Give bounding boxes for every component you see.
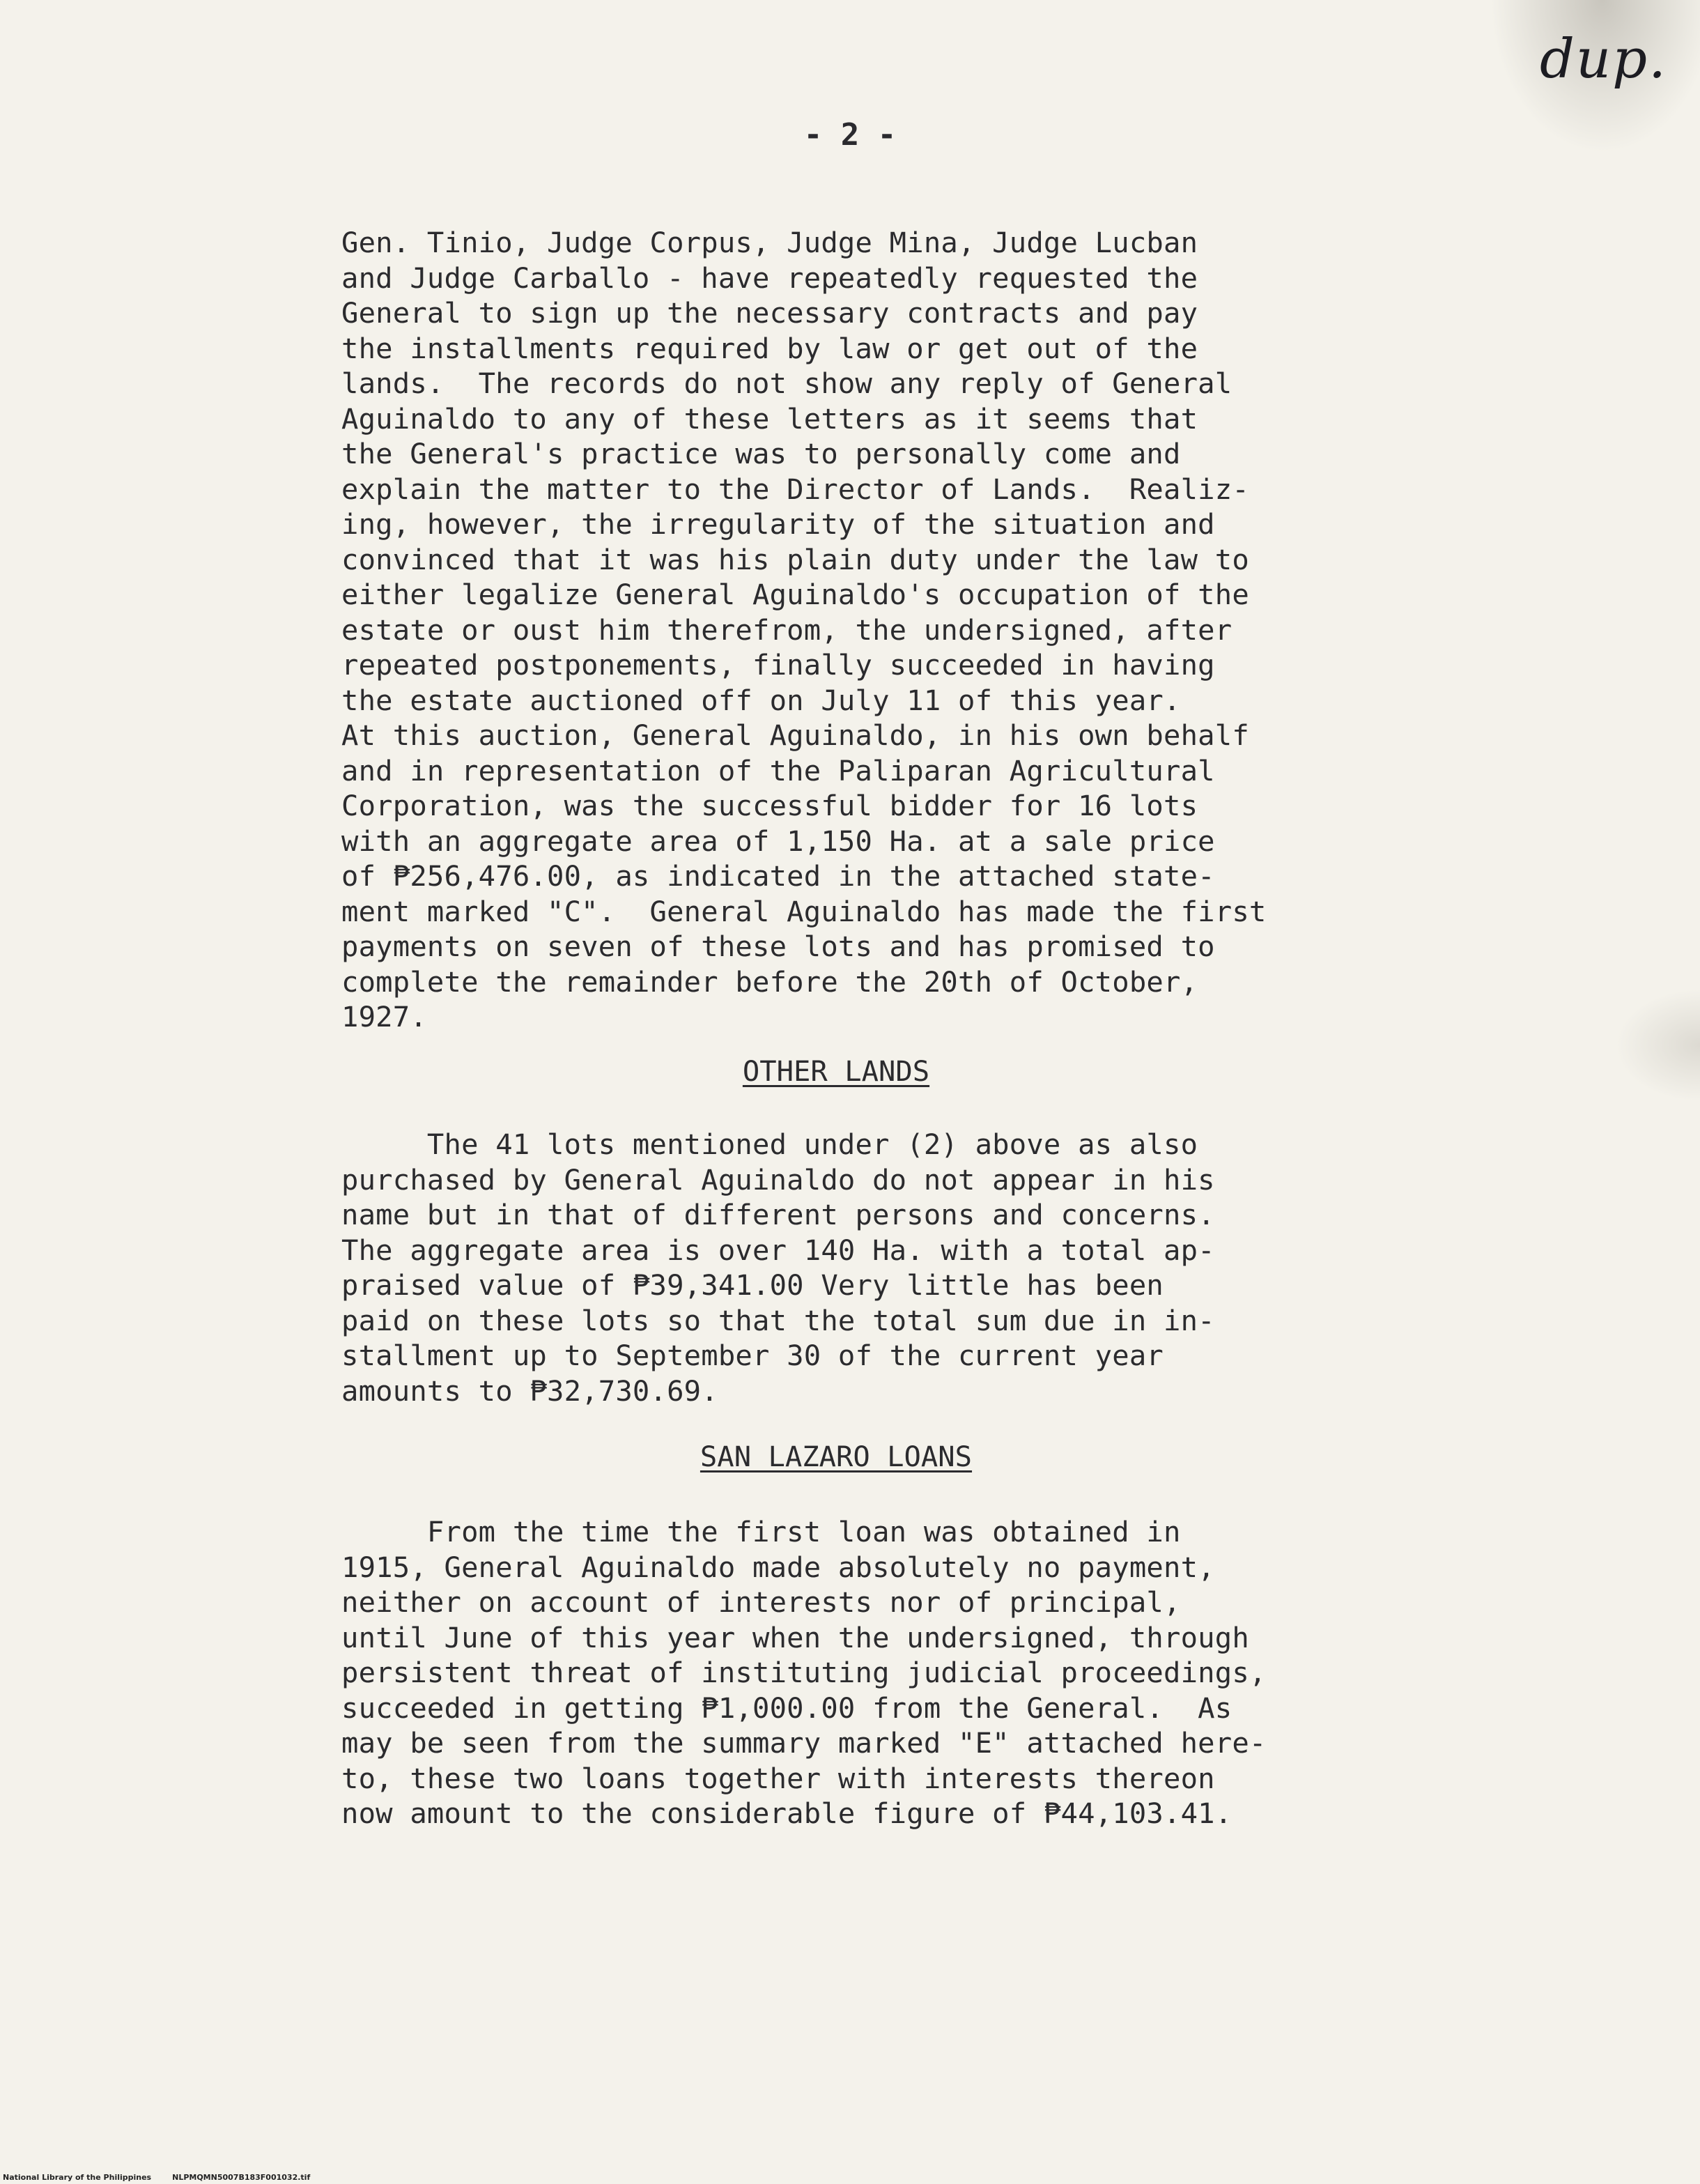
text-line: neither on account of interests nor of principal, — [341, 1585, 1181, 1619]
text-line: estate or oust him therefrom, the undersigned, after — [341, 613, 1232, 647]
text-line: Gen. Tinio, Judge Corpus, Judge Mina, Judge Lucban — [341, 226, 1198, 259]
scan-footer — [3, 2173, 310, 2182]
text-line: succeeded in getting ₱1,000.00 from the General. As — [341, 1691, 1232, 1725]
heading-san-lazaro-loans — [341, 1439, 1331, 1474]
heading-san-lazaro-loans-text: SAN LAZARO LOANS — [700, 1440, 973, 1473]
text-line: praised value of ₱39,341.00 Very little has been — [341, 1268, 1164, 1302]
text-line: may be seen from the summary marked "E" attached here- — [341, 1726, 1267, 1760]
text-line: lands. The records do not show any reply of General — [341, 367, 1232, 400]
text-line: stallment up to September 30 of the current year — [341, 1339, 1164, 1372]
text-line: Corporation, was the successful bidder for 16 lots — [341, 789, 1198, 822]
text-line: complete the remainder before the 20th of October, — [341, 964, 1198, 999]
text-line: payments on seven of these lots and has promised to — [341, 930, 1215, 963]
text-line: and Judge Carballo - have repeatedly requested the — [341, 261, 1198, 295]
text-line: to, these two loans together with interests thereon — [341, 1761, 1215, 1795]
text-line: Aguinaldo to any of these letters as it seems that — [341, 401, 1198, 436]
text-line: paid on these lots so that the total sum due in in- — [341, 1303, 1215, 1337]
text-line: From the time the first loan was obtained in — [341, 1515, 1181, 1548]
page-number: - 2 - — [803, 117, 897, 153]
text-line: convinced that it was his plain duty under the law to — [341, 542, 1249, 576]
text-line: until June of this year when the undersigned, through — [341, 1620, 1249, 1654]
text-line: 1915, General Aguinaldo made absolutely no payment, — [341, 1550, 1215, 1584]
footer-file-id: NLPMQMN5007B183F001032.tif — [172, 2173, 311, 2182]
text-line: ing, however, the irregularity of the situation and — [341, 507, 1215, 541]
text-line: repeated postponements, finally succeeded in having — [341, 648, 1215, 682]
text-line: the estate auctioned off on July 11 of this year. — [341, 683, 1181, 717]
text-line: General to sign up the necessary contracts and pay — [341, 296, 1198, 330]
text-line: either legalize General Aguinaldo's occupation of the — [341, 578, 1249, 611]
text-line: and in representation of the Paliparan Agricultural — [341, 753, 1215, 787]
text-line: The aggregate area is over 140 Ha. with a total ap- — [341, 1233, 1215, 1267]
text-line: persistent threat of instituting judicial proceedings, — [341, 1656, 1267, 1689]
text-line: The 41 lots mentioned under (2) above as also — [341, 1128, 1198, 1161]
text-line: amounts to ₱32,730.69. — [341, 1374, 718, 1408]
text-line: the installments required by law or get out of the — [341, 331, 1198, 365]
text-line: At this auction, General Aguinaldo, in his own behalf — [341, 718, 1249, 752]
text-line: purchased by General Aguinaldo do not appear in his — [341, 1162, 1215, 1197]
paragraph-san-lazaro-loans — [341, 1514, 1331, 1831]
footer-library: National Library of the Philippines — [3, 2173, 152, 2182]
text-line: name but in that of different persons and concerns. — [341, 1198, 1215, 1231]
text-line: with an aggregate area of 1,150 Ha. at a sale price — [341, 824, 1215, 858]
heading-other-lands — [341, 1054, 1331, 1089]
paragraph-other-lands — [341, 1127, 1331, 1408]
text-line: the General's practice was to personally come and — [341, 437, 1181, 470]
heading-other-lands-text: OTHER LANDS — [742, 1054, 930, 1088]
text-line: ment marked "C". General Aguinaldo has made the first — [341, 894, 1267, 928]
handwritten-annotation: dup. — [1540, 28, 1667, 91]
text-line: explain the matter to the Director of Lands. Realiz- — [341, 472, 1249, 506]
text-line: of ₱256,476.00, as indicated in the attached state- — [341, 859, 1215, 893]
paragraph-aguinaldo-estate — [341, 225, 1331, 1035]
text-line: 1927. — [341, 1000, 427, 1033]
text-line: now amount to the considerable figure of ₱44,103.41. — [341, 1797, 1232, 1830]
